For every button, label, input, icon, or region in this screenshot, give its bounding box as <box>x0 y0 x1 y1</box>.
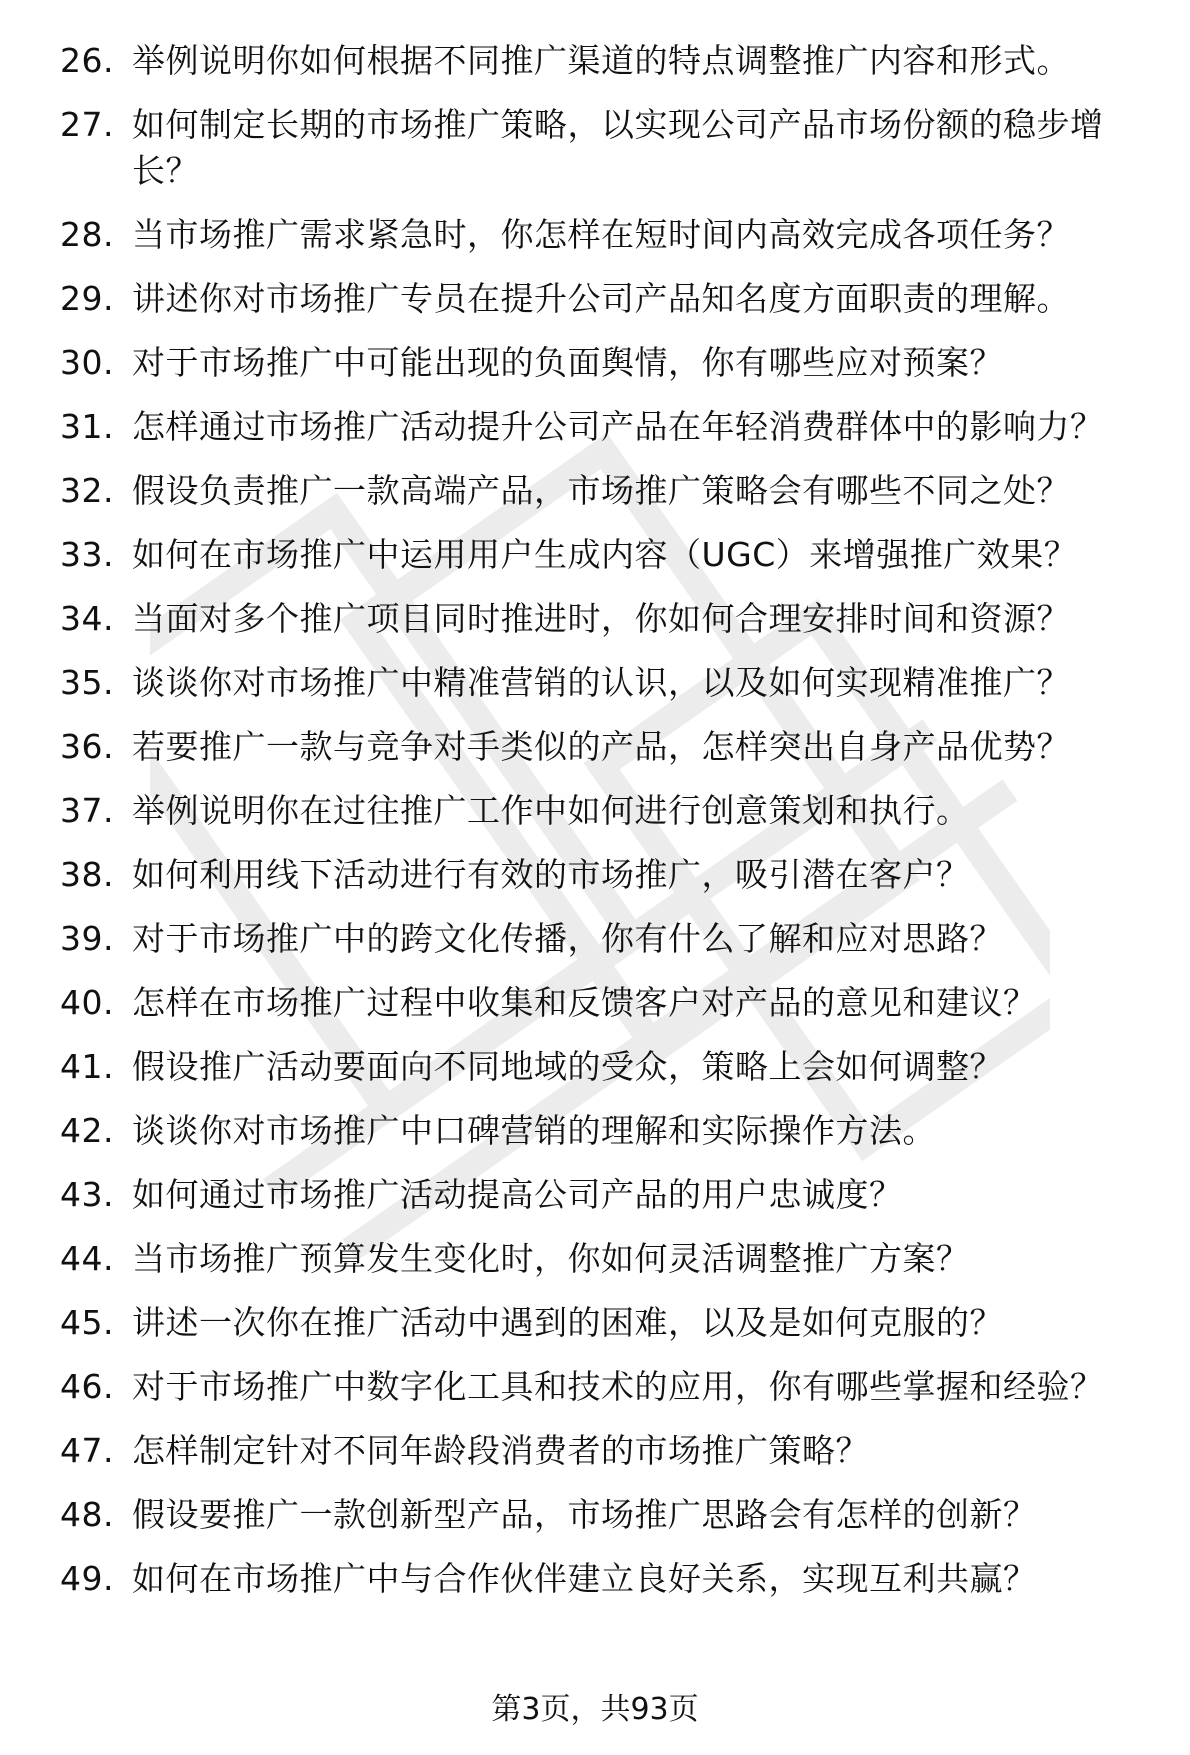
question-number: 27. <box>60 105 114 144</box>
question-text: 当面对多个推广项目同时推进时，你如何合理安排时间和资源？ <box>132 599 1070 638</box>
question-item <box>0 404 1190 450</box>
question-text: 怎样在市场推广过程中收集和反馈客户对产品的意见和建议？ <box>132 983 1037 1022</box>
question-item <box>0 532 1190 578</box>
question-item <box>0 1300 1190 1346</box>
question-text: 举例说明你如何根据不同推广渠道的特点调整推广内容和形式。 <box>132 41 1070 80</box>
question-item <box>0 1364 1190 1410</box>
question-text: 谈谈你对市场推广中精准营销的认识，以及如何实现精准推广？ <box>132 663 1070 702</box>
question-item <box>0 276 1190 322</box>
question-text: 怎样通过市场推广活动提升公司产品在年轻消费群体中的影响力？ <box>132 407 1104 446</box>
page-number-footer: 第3页，共93页 <box>491 1692 699 1727</box>
question-text: 对于市场推广中的跨文化传播，你有什么了解和应对思路？ <box>132 919 1003 958</box>
question-item <box>0 1236 1190 1282</box>
question-text: 怎样制定针对不同年龄段消费者的市场推广策略？ <box>132 1431 869 1470</box>
question-text: 假设负责推广一款高端产品，市场推广策略会有哪些不同之处？ <box>132 471 1070 510</box>
question-item <box>0 788 1190 834</box>
question-text: 若要推广一款与竞争对手类似的产品，怎样突出自身产品优势？ <box>132 727 1070 766</box>
question-number: 28. <box>60 215 114 254</box>
question-item <box>0 212 1190 258</box>
question-list <box>0 38 1190 1620</box>
question-item <box>0 1108 1190 1154</box>
question-item <box>0 980 1190 1026</box>
question-text: 如何在市场推广中运用用户生成内容（UGC）来增强推广效果？ <box>132 535 1078 574</box>
question-text: 当市场推广需求紧急时，你怎样在短时间内高效完成各项任务？ <box>132 215 1070 254</box>
question-number: 48. <box>60 1495 114 1534</box>
question-number: 39. <box>60 919 114 958</box>
question-text: 对于市场推广中可能出现的负面舆情，你有哪些应对预案？ <box>132 343 1003 382</box>
question-number: 31. <box>60 407 114 446</box>
question-number: 40. <box>60 983 114 1022</box>
question-number: 43. <box>60 1175 114 1214</box>
question-text: 如何制定长期的市场推广策略，以实现公司产品市场份额的稳步增长？ <box>132 105 1104 190</box>
question-item <box>0 1428 1190 1474</box>
question-number: 42. <box>60 1111 114 1150</box>
question-text: 当市场推广预算发生变化时，你如何灵活调整推广方案？ <box>132 1239 970 1278</box>
question-item <box>0 340 1190 386</box>
question-text: 举例说明你在过往推广工作中如何进行创意策划和执行。 <box>132 791 970 830</box>
question-number: 29. <box>60 279 114 318</box>
question-number: 26. <box>60 41 114 80</box>
question-number: 38. <box>60 855 114 894</box>
question-item <box>0 1044 1190 1090</box>
question-number: 34. <box>60 599 114 638</box>
question-item <box>0 102 1190 194</box>
question-number: 46. <box>60 1367 114 1406</box>
question-item <box>0 1556 1190 1602</box>
question-text: 假设要推广一款创新型产品，市场推广思路会有怎样的创新？ <box>132 1495 1037 1534</box>
question-text: 谈谈你对市场推广中口碑营销的理解和实际操作方法。 <box>132 1111 936 1150</box>
question-number: 33. <box>60 535 114 574</box>
question-text: 如何在市场推广中与合作伙伴建立良好关系，实现互利共赢？ <box>132 1559 1037 1598</box>
question-number: 44. <box>60 1239 114 1278</box>
question-number: 35. <box>60 663 114 702</box>
question-number: 41. <box>60 1047 114 1086</box>
question-item <box>0 1492 1190 1538</box>
question-item <box>0 724 1190 770</box>
question-text: 对于市场推广中数字化工具和技术的应用，你有哪些掌握和经验？ <box>132 1367 1104 1406</box>
question-item <box>0 1172 1190 1218</box>
question-text: 讲述你对市场推广专员在提升公司产品知名度方面职责的理解。 <box>132 279 1070 318</box>
question-item <box>0 660 1190 706</box>
question-number: 36. <box>60 727 114 766</box>
question-text: 假设推广活动要面向不同地域的受众，策略上会如何调整？ <box>132 1047 1003 1086</box>
question-number: 37. <box>60 791 114 830</box>
question-text: 如何利用线下活动进行有效的市场推广，吸引潜在客户？ <box>132 855 970 894</box>
question-item <box>0 916 1190 962</box>
question-number: 30. <box>60 343 114 382</box>
question-item <box>0 38 1190 84</box>
question-number: 32. <box>60 471 114 510</box>
question-item <box>0 852 1190 898</box>
question-text: 如何通过市场推广活动提高公司产品的用户忠诚度？ <box>132 1175 903 1214</box>
question-item <box>0 596 1190 642</box>
question-item <box>0 468 1190 514</box>
question-text: 讲述一次你在推广活动中遇到的困难，以及是如何克服的？ <box>132 1303 1003 1342</box>
question-number: 47. <box>60 1431 114 1470</box>
question-number: 45. <box>60 1303 114 1342</box>
question-number: 49. <box>60 1559 114 1598</box>
